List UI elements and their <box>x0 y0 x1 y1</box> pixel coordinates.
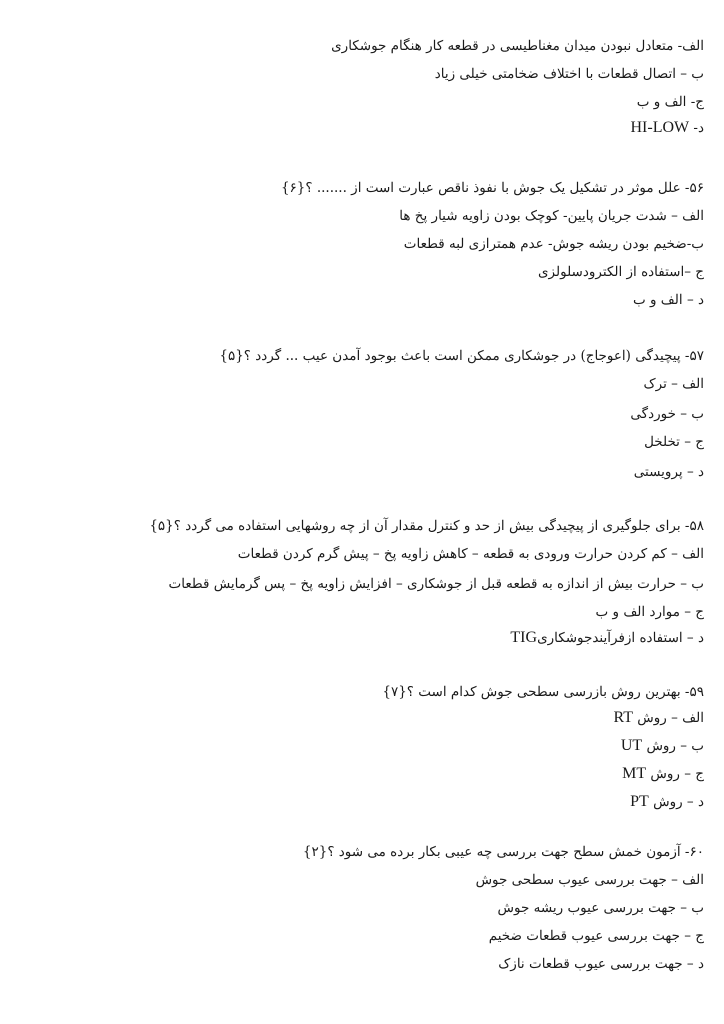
prev-question-option-a: الف- متعادل نبودن میدان مغناطیسی در قطعه کار هنگام جوشکاری <box>331 38 704 54</box>
question-59-option-c <box>622 764 704 784</box>
question-58: ۵۸- برای جلوگیری از پیچیدگی بیش از حد و کنترل مقدار آن از چه روشهایی استفاده می گردد ؟{۵} <box>149 518 704 534</box>
question-60-option-d: د – جهت بررسی عیوب قطعات نازک <box>498 956 704 972</box>
question-57-option-c: ج – تخلخل <box>644 434 704 450</box>
option-latin: UT <box>620 737 643 754</box>
option-latin: MT <box>622 765 647 782</box>
question-58-option-a: الف – کم کردن حرارت ورودی به قطعه – کاهش زاویه پخ – پیش گرم کردن قطعات <box>237 546 704 562</box>
question-58-option-d <box>510 628 704 648</box>
question-60: ۶۰- آزمون خمش سطح جهت بررسی چه عیبی بکار برده می شود ؟{۲} <box>302 844 704 860</box>
option-prefix: الف – روش <box>637 710 704 726</box>
question-59-option-d <box>630 792 704 812</box>
question-57: ۵۷- پیچیدگی (اعوجاج) در جوشکاری ممکن است باعث بوجود آمدن عیب ... گردد ؟{۵} <box>219 348 704 364</box>
question-56-option-c: ج –استفاده از الکترودسلولزی <box>537 264 704 280</box>
prev-question-option-c: ج- الف و ب <box>636 94 704 110</box>
question-56-option-d: د – الف و ب <box>633 292 704 308</box>
question-57-option-d: د – پرویستی <box>633 464 704 480</box>
prev-question-option-b: ب – اتصال قطعات با اختلاف ضخامتی خیلی زیاد <box>434 66 704 82</box>
question-58-option-c: ج – موارد الف و ب <box>595 604 704 620</box>
option-d-latin: TIG <box>510 629 538 646</box>
question-60-option-b: ب – جهت بررسی عیوب ریشه جوش <box>497 900 704 916</box>
question-56-option-b: ب-ضخیم بودن ریشه جوش- عدم همترازی لبه قطعات <box>403 236 704 252</box>
question-56: ۵۶- علل موثر در تشکیل یک جوش با نفوذ ناقص عبارت است از ....... ؟{۶} <box>280 180 704 196</box>
option-d-prefix: د- <box>693 120 704 136</box>
option-prefix: ب – روش <box>646 738 704 754</box>
option-prefix: د – روش <box>653 794 704 810</box>
option-latin: RT <box>613 709 633 726</box>
question-59-option-a <box>614 708 704 728</box>
question-60-option-a: الف – جهت بررسی عیوب سطحی جوش <box>475 872 704 888</box>
question-60-option-c: ج – جهت بررسی عیوب قطعات ضخیم <box>488 928 704 944</box>
question-59-option-b <box>621 736 704 756</box>
question-56-option-a: الف – شدت جریان پایین- کوچک بودن زاویه شیار پخ ها <box>399 208 704 224</box>
question-57-option-a: الف – ترک <box>643 376 704 392</box>
prev-question-option-d <box>630 118 704 138</box>
question-59: ۵۹- بهترین روش بازرسی سطحی جوش کدام است ؟{۷} <box>382 684 704 700</box>
option-prefix: ج – روش <box>650 766 704 782</box>
question-57-option-b: ب – خوردگی <box>630 406 704 422</box>
option-d-latin: HI-LOW <box>630 119 690 136</box>
option-d-prefix: د – استفاده ازفرآیندجوشکاری <box>537 630 704 646</box>
question-58-option-b: ب – حرارت بیش از اندازه به قطعه قبل از جوشکاری – افزایش زاویه پخ – پس گرمایش قطعات <box>168 576 704 592</box>
option-latin: PT <box>630 793 649 810</box>
